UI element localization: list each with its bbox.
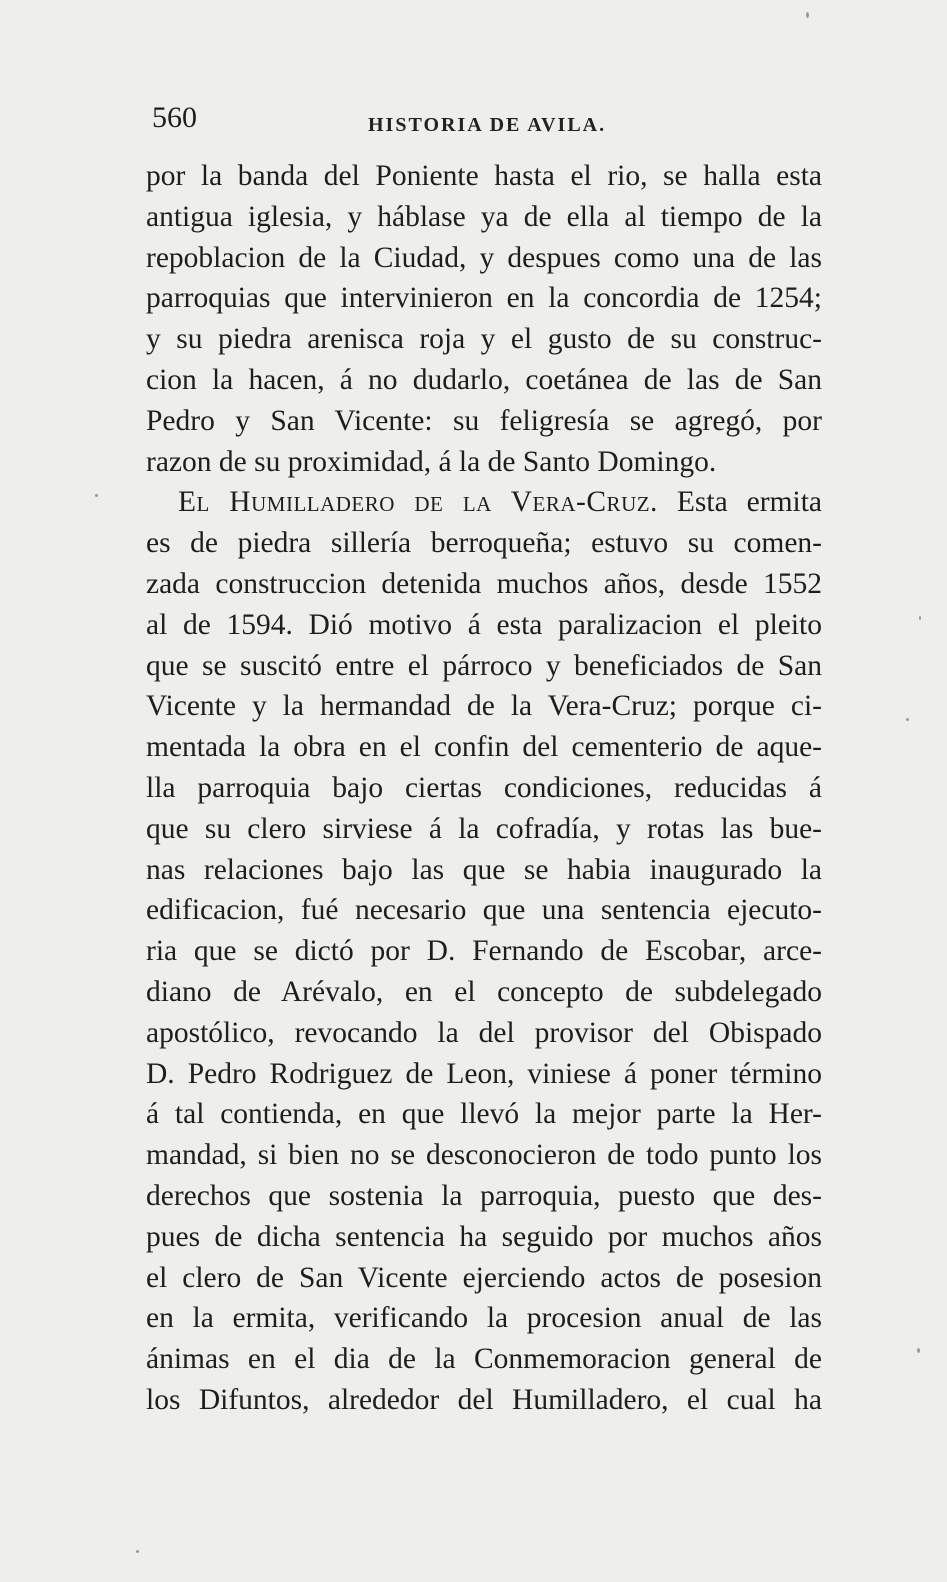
text-line: el clero de San Vicente ejerciendo actos de posesion [146,1261,822,1294]
section-heading-line [146,482,822,523]
paper-speck [919,616,921,620]
text-line: mandad, si bien no se desconocieron de todo punto los [146,1139,822,1172]
heading-continuation: Esta ermita [676,486,823,519]
text-line: antigua iglesia, y háblase ya de ella al tiempo de la [146,200,822,233]
text-line: ánimas en el dia de la Conmemoracion general de [146,1343,822,1376]
text-line: D. Pedro Rodriguez de Leon, viniese á poner término [146,1057,822,1090]
paragraph-end-line: razon de su proximidad, á la de Santo Domingo. [146,445,717,478]
text-line: al de 1594. Dió motivo á esta paralizacion el pleito [146,608,822,641]
paper-speck [917,1348,920,1353]
text-line: zada construccion detenida muchos años, desde 1552 [146,567,822,600]
text-line: mentada la obra en el confin del cementerio de aque- [146,731,822,764]
text-line: Pedro y San Vicente: su feligresía se agregó, por [146,404,822,437]
paper-speck [906,718,909,721]
text-line: cion la hacen, á no dudarlo, coetánea de las de San [146,363,822,396]
text-line: nas relaciones bajo las que se habia inaugurado la [146,853,822,886]
paper-speck [136,1550,139,1553]
paper-speck [95,494,98,497]
body-text [146,156,822,1421]
text-line: pues de dicha sentencia ha seguido por muchos años [146,1220,822,1253]
text-line: ria que se dictó por D. Fernando de Escobar, arce- [146,935,822,968]
text-line: repoblacion de la Ciudad, y despues como una de las [146,241,822,274]
page-header [148,98,828,138]
text-line: edificacion, fué necesario que una sentencia ejecuto- [146,894,822,927]
page-number: 560 [152,101,197,134]
paper-speck [806,12,809,18]
text-line: es de piedra sillería berroqueña; estuvo su comen- [146,527,822,560]
running-title: HISTORIA DE AVILA. [368,114,607,136]
text-line: en la ermita, verificando la procesion anual de las [146,1302,822,1335]
section-heading: El Humilladero de la Vera-Cruz. [178,486,658,519]
text-line: y su piedra arenisca roja y el gusto de su construc- [146,323,822,356]
text-line: parroquias que intervinieron en la concordia de 1254; [146,282,822,315]
text-line: que su clero sirviese á la cofradía, y rotas las bue- [146,812,822,845]
text-line: lla parroquia bajo ciertas condiciones, reducidas á [146,771,822,804]
text-line: Vicente y la hermandad de la Vera-Cruz; porque ci- [146,690,822,723]
text-line: derechos que sostenia la parroquia, puesto que des- [146,1179,822,1212]
text-line: por la banda del Poniente hasta el rio, se halla esta [146,160,822,192]
text-line: á tal contienda, en que llevó la mejor parte la Her- [146,1098,822,1131]
text-line: que se suscitó entre el párroco y beneficiados de San [146,649,822,682]
text-line: apostólico, revocando la del provisor del Obispado [146,1016,822,1049]
text-line: los Difuntos, alrededor del Humilladero, el cual ha [146,1383,822,1416]
text-line: diano de Arévalo, en el concepto de subdelegado [146,975,822,1008]
